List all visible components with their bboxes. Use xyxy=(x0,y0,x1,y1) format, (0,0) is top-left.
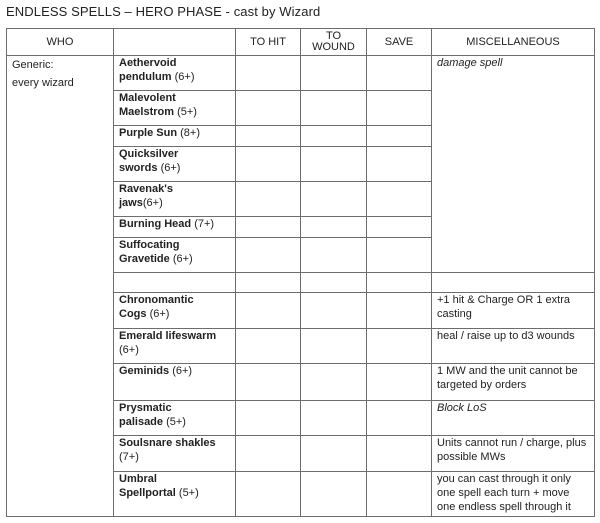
header-to-wound: TO WOUND xyxy=(301,29,367,56)
to-wound-cell xyxy=(301,217,367,238)
spell-cell xyxy=(114,147,236,182)
to-hit-cell xyxy=(236,364,301,401)
save-cell xyxy=(367,147,432,182)
misc-cell-empty xyxy=(432,273,595,293)
spell-name-2: swords xyxy=(119,162,158,174)
spell-name-2: pendulum xyxy=(119,71,172,83)
misc-cell: 1 MW and the unit cannot be targeted by orders xyxy=(432,364,595,401)
spell-cell xyxy=(114,126,236,147)
header-who: WHO xyxy=(7,29,114,56)
spell-name: Emerald lifeswarm xyxy=(119,330,217,342)
header-spell xyxy=(114,29,236,56)
to-wound-cell xyxy=(301,147,367,182)
misc-cell: Units cannot run / charge, plus possible MWs xyxy=(432,436,595,472)
spell-cast: (5+) xyxy=(166,416,186,428)
to-wound-cell xyxy=(301,56,367,91)
spell-cast: (6+) xyxy=(142,197,163,209)
save-cell xyxy=(367,182,432,217)
spell-cell xyxy=(114,56,236,91)
spell-cell xyxy=(114,401,236,436)
to-hit-cell xyxy=(236,91,301,126)
spell-name: Umbral xyxy=(119,473,157,485)
misc-cell: heal / raise up to d3 wounds xyxy=(432,329,595,364)
spell-cast: (6+) xyxy=(174,71,195,83)
to-wound-cell xyxy=(301,401,367,436)
spell-name: Ravenak's xyxy=(119,183,173,195)
who-cell xyxy=(7,56,114,517)
spell-cast: (6+) xyxy=(172,253,193,265)
to-hit-cell xyxy=(236,238,301,273)
save-cell xyxy=(367,436,432,472)
save-cell xyxy=(367,364,432,401)
save-cell xyxy=(367,401,432,436)
spell-cell xyxy=(114,364,236,401)
to-wound-cell xyxy=(301,436,367,472)
save-cell xyxy=(367,56,432,91)
spell-name: Prysmatic xyxy=(119,402,172,414)
save-cell xyxy=(367,329,432,364)
header-row xyxy=(7,29,595,56)
spell-name-2: Spellportal xyxy=(119,487,176,499)
who-line-2: every wizard xyxy=(12,77,74,89)
spell-cell xyxy=(114,91,236,126)
spell-cast: (6+) xyxy=(160,162,181,174)
spell-name-2: jaws xyxy=(119,197,143,209)
to-hit-cell xyxy=(236,273,301,293)
spell-name: Soulsnare shakles xyxy=(119,437,216,449)
to-wound-cell xyxy=(301,182,367,217)
save-cell xyxy=(367,217,432,238)
to-wound-cell xyxy=(301,364,367,401)
to-wound-cell xyxy=(301,293,367,329)
spell-name: Suffocating xyxy=(119,239,180,251)
spell-cast: (7+) xyxy=(119,451,139,463)
spell-cast: (7+) xyxy=(194,218,215,230)
table-row xyxy=(7,56,595,91)
spell-name-2: palisade xyxy=(119,416,164,428)
spell-name: Burning Head xyxy=(119,218,192,230)
header-misc: MISCELLANEOUS xyxy=(432,29,595,56)
save-cell xyxy=(367,238,432,273)
spell-cast: (8+) xyxy=(180,127,200,139)
misc-cell: Block LoS xyxy=(432,401,595,436)
damage-spell-note: damage spell xyxy=(432,56,595,273)
spell-name: Quicksilver xyxy=(119,148,179,160)
save-cell xyxy=(367,91,432,126)
save-cell xyxy=(367,273,432,293)
spell-name: Malevolent xyxy=(119,92,176,104)
spell-cast: (6+) xyxy=(119,344,139,356)
spell-name-2: Gravetide xyxy=(119,253,170,265)
spell-name: Aethervoid xyxy=(119,57,177,69)
spell-name-2: Maelstrom xyxy=(119,106,175,118)
to-wound-cell xyxy=(301,273,367,293)
to-wound-cell xyxy=(301,472,367,517)
spell-cell xyxy=(114,436,236,472)
save-cell xyxy=(367,293,432,329)
to-hit-cell xyxy=(236,436,301,472)
spell-cell-empty xyxy=(114,273,236,293)
page-title: ENDLESS SPELLS – HERO PHASE - cast by Wizard xyxy=(6,4,321,19)
spell-cell xyxy=(114,472,236,517)
spell-cell xyxy=(114,217,236,238)
spell-cast: (5+) xyxy=(177,106,197,118)
save-cell xyxy=(367,472,432,517)
to-hit-cell xyxy=(236,329,301,364)
header-save: SAVE xyxy=(367,29,432,56)
spell-cast: (6+) xyxy=(149,308,170,320)
to-wound-cell xyxy=(301,91,367,126)
spell-cell xyxy=(114,293,236,329)
spell-name-2: Cogs xyxy=(119,308,147,320)
to-hit-cell xyxy=(236,182,301,217)
who-line-1: Generic: xyxy=(12,59,54,71)
to-hit-cell xyxy=(236,293,301,329)
to-hit-cell xyxy=(236,401,301,436)
endless-spells-table xyxy=(6,28,595,517)
spell-cell xyxy=(114,329,236,364)
to-wound-cell xyxy=(301,238,367,273)
spell-name: Purple Sun xyxy=(119,127,178,139)
save-cell xyxy=(367,126,432,147)
to-hit-cell xyxy=(236,217,301,238)
spell-name: Chronomantic xyxy=(119,294,194,306)
spell-cast: (5+) xyxy=(178,487,199,499)
spell-cell xyxy=(114,238,236,273)
to-hit-cell xyxy=(236,126,301,147)
misc-cell: +1 hit & Charge OR 1 extra casting xyxy=(432,293,595,329)
to-wound-cell xyxy=(301,126,367,147)
to-hit-cell xyxy=(236,56,301,91)
header-to-hit: TO HIT xyxy=(236,29,301,56)
to-hit-cell xyxy=(236,472,301,517)
to-hit-cell xyxy=(236,147,301,182)
misc-cell: you can cast through it only one spell each turn + move one endless spell through it xyxy=(432,472,595,517)
spell-name: Geminids xyxy=(119,365,170,377)
spell-cast: (6+) xyxy=(172,365,193,377)
to-wound-cell xyxy=(301,329,367,364)
spell-cell xyxy=(114,182,236,217)
